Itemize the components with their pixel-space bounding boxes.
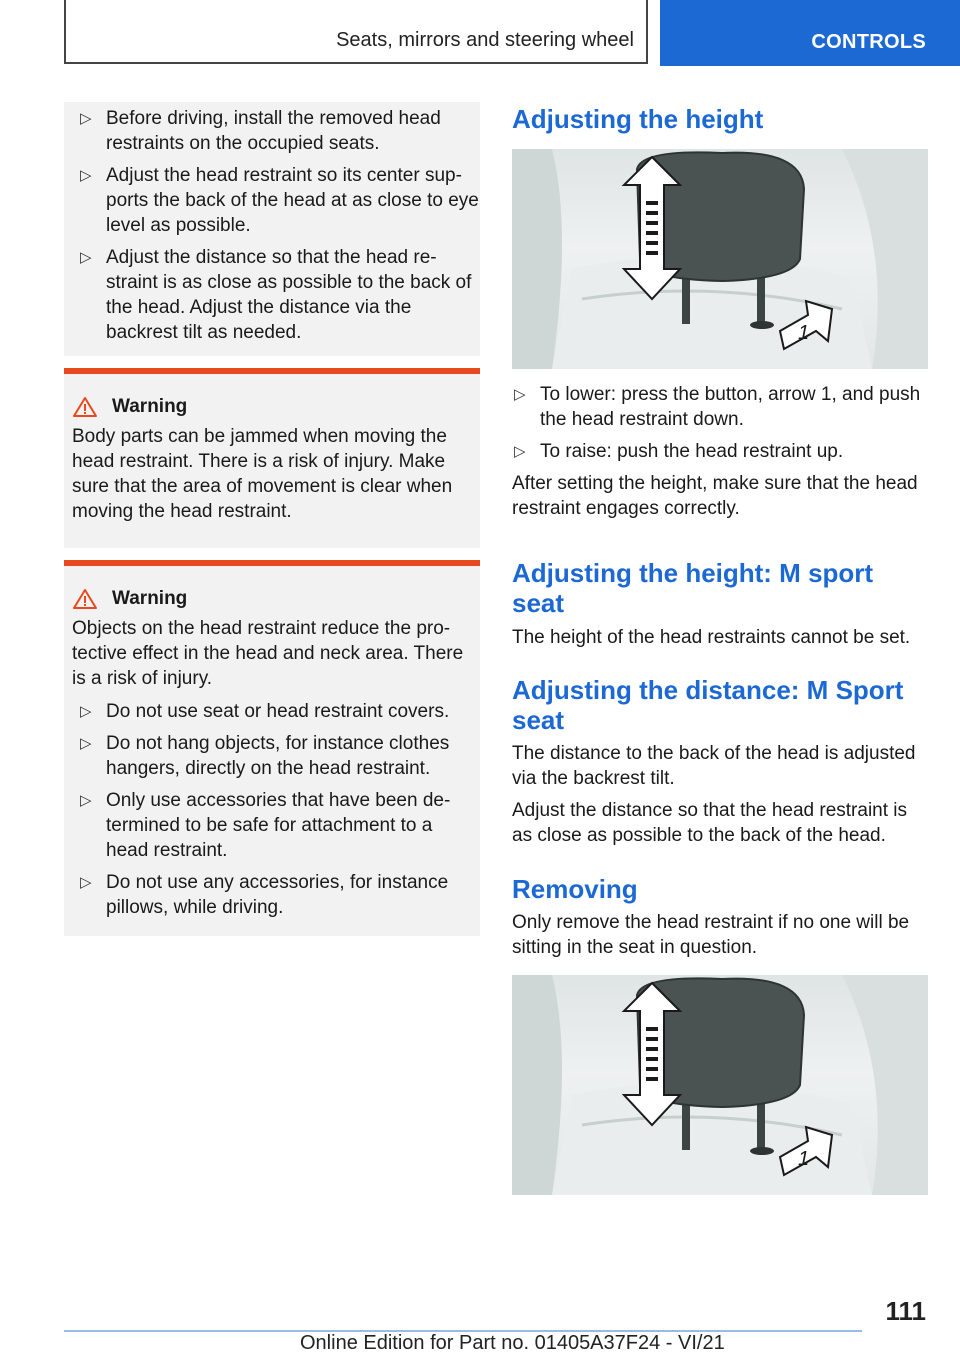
warning-title: Warning <box>112 396 188 417</box>
warning-heading <box>72 588 468 610</box>
callout-number: 1 <box>798 322 810 344</box>
list-item: ▷ Adjust the head restraint so its center sup-ports the back of the head at as close to eye level as possible. <box>80 165 479 236</box>
distance-text-1: The distance to the back of the head is adjusted via the backrest tilt. <box>512 743 916 789</box>
head-restraint-illustration <box>512 975 928 1195</box>
list-item: ▷ Adjust the distance so that the head re-straint is as close as possible to the back of the head. Adjust the distance via the backrest tilt as needed. <box>80 247 472 343</box>
header-section-title: Seats, mirrors and steering wheel <box>336 29 634 51</box>
triangle-bullet-icon: ▷ <box>80 703 92 720</box>
warning-text: Objects on the head restraint reduce the pro-tective effect in the head and neck area. There is a risk of injury. <box>72 618 464 689</box>
msport-height-text: The height of the head restraints cannot be set. <box>512 627 911 648</box>
warning-box <box>64 560 480 936</box>
triangle-bullet-icon: ▷ <box>80 735 92 752</box>
height-instructions <box>512 382 928 521</box>
triangle-bullet-icon: ▷ <box>80 110 92 127</box>
triangle-bullet-icon: ▷ <box>514 386 526 403</box>
head-restraint-figure <box>512 149 928 369</box>
callout-number: 1 <box>798 1148 810 1170</box>
info-box <box>64 102 480 356</box>
head-restraint-illustration <box>512 149 928 369</box>
list-item: ▷ Do not hang objects, for instance clothes hangers, directly on the head restraint. <box>80 733 450 779</box>
list-item: ▷ Only use accessories that have been de-termined to be safe for attachment to a head restraint. <box>80 790 451 861</box>
warning-bar <box>64 560 480 566</box>
height-list <box>498 382 928 464</box>
list-item: ▷ To lower: press the button, arrow 1, and push the head restraint down. <box>514 384 921 430</box>
warning-heading <box>72 396 468 418</box>
warning-title: Warning <box>112 588 188 609</box>
warning-triangle-icon <box>72 396 98 418</box>
distance-text-2: Adjust the distance so that the head restraint is as close as possible to the back of the head. <box>512 800 908 846</box>
triangle-bullet-icon: ▷ <box>80 874 92 891</box>
warning-triangle-icon <box>72 588 98 610</box>
triangle-bullet-icon: ▷ <box>80 167 92 184</box>
header-section-box <box>64 0 648 64</box>
list-item: ▷ To raise: push the head restraint up. <box>514 441 844 462</box>
header-chapter-title: CONTROLS <box>811 31 926 53</box>
triangle-bullet-icon: ▷ <box>514 443 526 460</box>
footer-edition: Online Edition for Part no. 01405A37F24 - VI/21 <box>300 1332 725 1354</box>
heading-msport-height: Adjusting the height: M sport seat <box>512 558 874 618</box>
info-list <box>64 106 480 345</box>
header-chapter-tab[interactable] <box>660 0 960 66</box>
heading-adjusting-height: Adjusting the height <box>512 104 764 134</box>
triangle-bullet-icon: ▷ <box>80 249 92 266</box>
warning-box <box>64 368 480 548</box>
heading-removing: Removing <box>512 874 638 904</box>
triangle-bullet-icon: ▷ <box>80 792 92 809</box>
removing-text: Only remove the head restraint if no one will be sitting in the seat in question. <box>512 912 910 958</box>
warning-text: Body parts can be jammed when moving the head restraint. There is a risk of injury. Make sure that the area of movement is clear when moving the head restraint. <box>72 426 453 522</box>
list-item: ▷ Do not use any accessories, for instance pillows, while driving. <box>80 872 449 918</box>
list-item: ▷ Before driving, install the removed head restraints on the occupied seats. <box>80 108 441 154</box>
warning-bar <box>64 368 480 374</box>
warning-list <box>64 699 468 920</box>
list-item: ▷ Do not use seat or head restraint covers. <box>80 701 450 722</box>
page-number: 111 <box>885 1296 926 1326</box>
heading-msport-distance: Adjusting the distance: M Sport seat <box>512 675 904 735</box>
head-restraint-figure <box>512 975 928 1195</box>
height-after-text: After setting the height, make sure that the head restraint engages correctly. <box>512 473 918 519</box>
